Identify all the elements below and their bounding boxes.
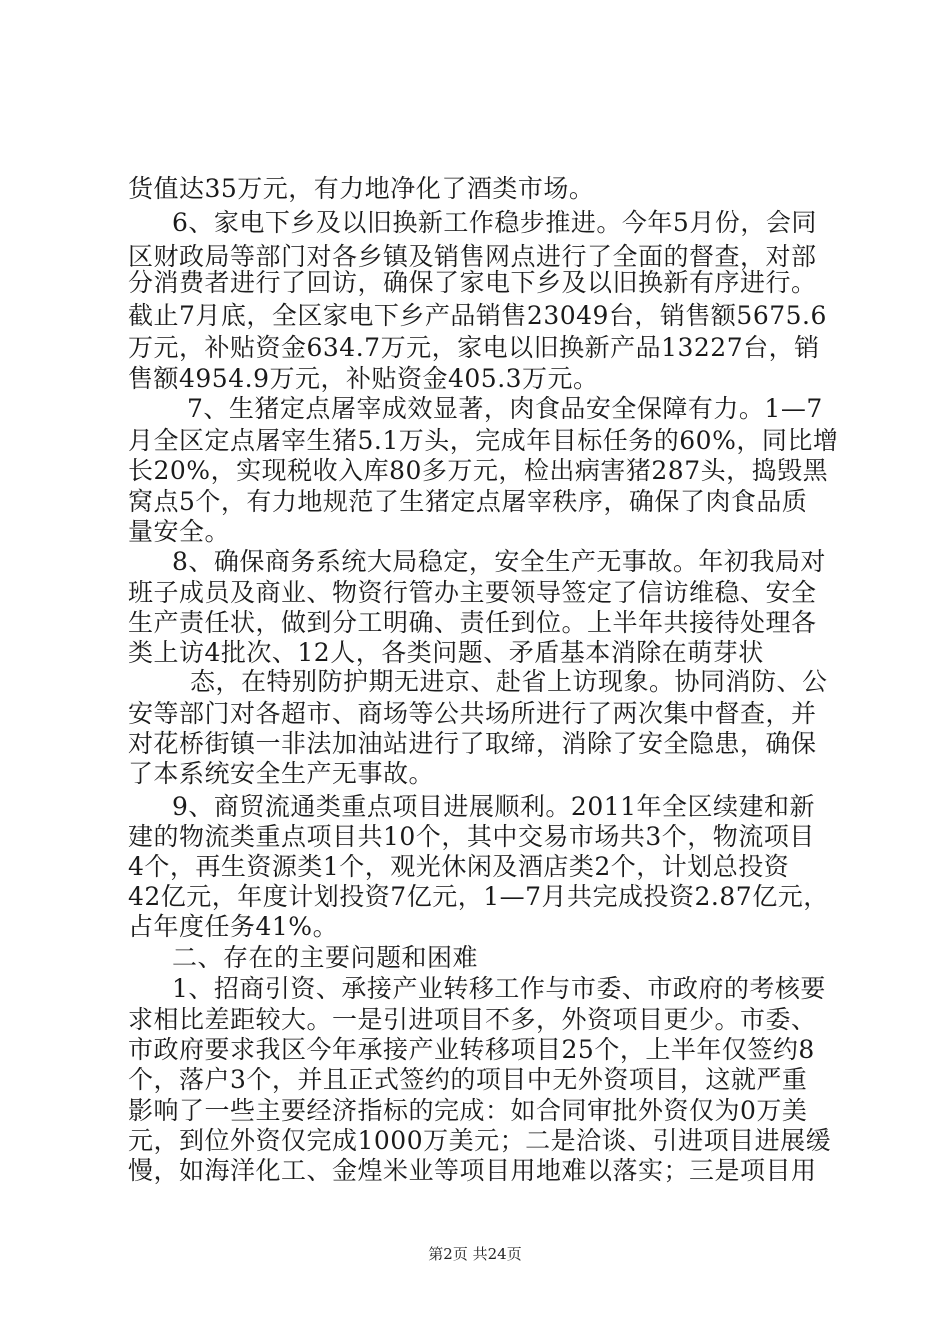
text-line: 万元，补贴资金634.7万元，家电以旧换新产品13227台，销: [128, 333, 820, 362]
text-line: 7、生猪定点屠宰成效显著，肉食品安全保障有力。1—7: [187, 394, 823, 423]
text-line: 班子成员及商业、物资行管办主要领导签定了信访维稳、安全: [128, 578, 817, 607]
text-line: 长20%，实现税收入库80多万元，检出病害猪287头，捣毁黑: [128, 456, 829, 485]
text-line: 量安全。: [128, 517, 231, 546]
text-line: 市政府要求我区今年承接产业转移项目25个，上半年仅签约8: [128, 1035, 815, 1064]
text-line: 建的物流类重点项目共10个，其中交易市场共3个，物流项目: [128, 822, 815, 851]
text-line: 窝点5个，有力地规范了生猪定点屠宰秩序，确保了肉食品质: [128, 487, 808, 516]
text-line: 8、确保商务系统大局稳定，安全生产无事故。年初我局对: [172, 547, 826, 576]
text-line: 生产责任状，做到分工明确、责任到位。上半年共接待处理各: [128, 608, 817, 637]
text-line: 42亿元，年度计划投资7亿元，1—7月共完成投资2.87亿元，: [128, 882, 829, 911]
text-line: 类上访4批次、12人，各类问题、矛盾基本消除在萌芽状: [128, 638, 764, 667]
text-line: 影响了一些主要经济指标的完成：如合同审批外资仅为0万美: [128, 1096, 808, 1125]
text-line: 4个，再生资源类1个，观光休闲及酒店类2个，计划总投资: [128, 852, 790, 881]
text-line: 对花桥街镇一非法加油站进行了取缔，消除了安全隐患，确保: [128, 729, 817, 758]
text-line: 个，落户3个，并且正式签约的项目中无外资项目，这就严重: [128, 1065, 808, 1094]
text-line: 区财政局等部门对各乡镇及销售网点进行了全面的督查，对部: [128, 242, 817, 271]
text-line: 售额4954.9万元，补贴资金405.3万元。: [128, 364, 599, 393]
text-line: 安等部门对各超市、商场等公共场所进行了两次集中督查，并: [128, 699, 817, 728]
text-line: 1、招商引资、承接产业转移工作与市委、市政府的考核要: [172, 974, 826, 1003]
text-line: 态，在特别防护期无进京、赴省上访现象。协同消防、公: [190, 667, 828, 696]
text-line: 分消费者进行了回访，确保了家电下乡及以旧换新有序进行。: [128, 268, 817, 297]
text-line: 月全区定点屠宰生猪5.1万头，完成年目标任务的60%，同比增: [128, 426, 839, 455]
page-number: 第2页 共24页: [428, 1245, 522, 1263]
text-line: 元，到位外资仅完成1000万美元；二是洽谈、引进项目进展缓: [128, 1126, 832, 1155]
text-line: 6、家电下乡及以旧换新工作稳步推进。今年5月份，会同: [172, 208, 817, 237]
text-line: 占年度任务41%。: [128, 912, 339, 941]
text-line: 慢，如海洋化工、金煌米业等项目用地难以落实；三是项目用: [128, 1156, 817, 1185]
text-line: 9、商贸流通类重点项目进展顺利。2011年全区续建和新: [172, 792, 816, 821]
section-heading: 二、存在的主要问题和困难: [172, 943, 479, 972]
text-line: 截止7月底，全区家电下乡产品销售23049台，销售额5675.6: [128, 301, 827, 330]
text-line: 了本系统安全生产无事故。: [128, 759, 435, 788]
text-line: 求相比差距较大。一是引进项目不多，外资项目更少。市委、: [128, 1005, 817, 1034]
text-line: 货值达35万元，有力地净化了酒类市场。: [128, 174, 595, 203]
